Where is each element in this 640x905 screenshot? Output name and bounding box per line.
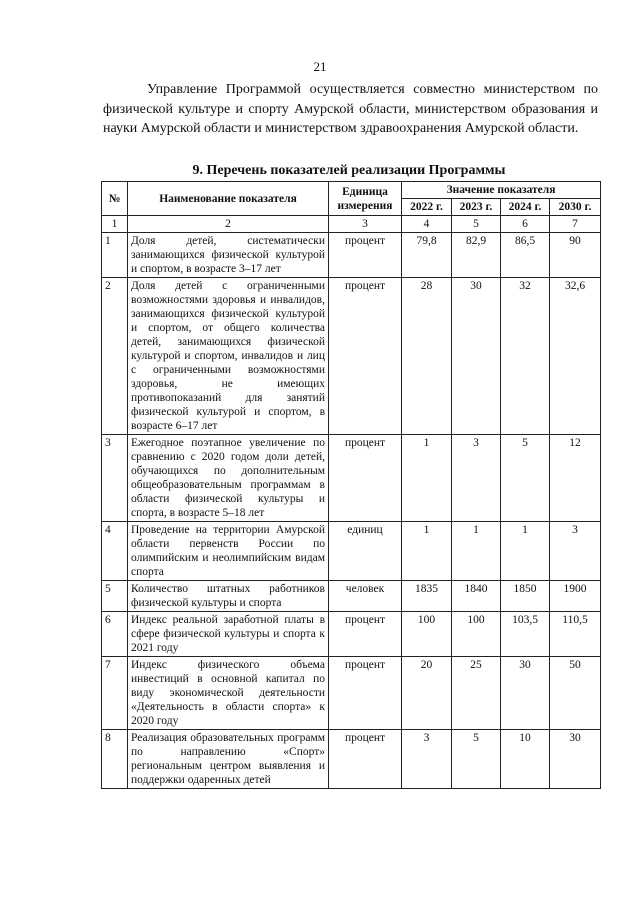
header-unit: Единица измерения <box>329 182 402 216</box>
column-number: 7 <box>550 216 601 233</box>
indicator-unit: процент <box>329 657 402 730</box>
section-title: 9. Перечень показателей реализации Программы <box>192 163 506 178</box>
header-year: 2022 г. <box>402 199 452 216</box>
column-numbers-row <box>102 216 601 233</box>
table-row <box>102 612 601 657</box>
indicator-name: Реализация образовательных программ по направлению «Спорт» региональным центром выявления и поддержки одаренных детей <box>128 730 329 789</box>
indicator-unit: процент <box>329 730 402 789</box>
value-cell: 12 <box>550 435 601 522</box>
value-cell: 1 <box>402 522 452 581</box>
value-cell: 1850 <box>501 581 550 612</box>
header-name: Наименование показателя <box>128 182 329 216</box>
header-num: № <box>102 182 128 216</box>
indicators-table <box>101 181 601 789</box>
value-cell: 30 <box>452 278 501 435</box>
value-cell: 1 <box>452 522 501 581</box>
row-number: 5 <box>102 581 128 612</box>
value-cell: 50 <box>550 657 601 730</box>
row-number: 7 <box>102 657 128 730</box>
value-cell: 30 <box>550 730 601 789</box>
value-cell: 100 <box>452 612 501 657</box>
table-row <box>102 522 601 581</box>
indicator-unit: процент <box>329 435 402 522</box>
value-cell: 25 <box>452 657 501 730</box>
column-number: 1 <box>102 216 128 233</box>
column-number: 4 <box>402 216 452 233</box>
row-number: 4 <box>102 522 128 581</box>
indicator-name: Доля детей с ограниченными возможностями здоровья и инвалидов, занимающихся физической культурой и спортом, от общего количества детей, занимающихся физической культурой и спортом, инвалидов и лиц с ограниченными возможностями здоровья, не имеющих противопоказаний для занятий физической культурой и спортом, в возрасте 6–17 лет <box>128 278 329 435</box>
value-cell: 79,8 <box>402 233 452 278</box>
table-row <box>102 233 601 278</box>
indicator-unit: единиц <box>329 522 402 581</box>
value-cell: 1900 <box>550 581 601 612</box>
page-number: 21 <box>313 59 327 74</box>
indicator-name: Ежегодное поэтапное увеличение по сравнению с 2020 годом доли детей, обучающихся по дополнительным общеобразовательным программам в области физической культуры и спорта, в возрасте 5–18 лет <box>128 435 329 522</box>
value-cell: 5 <box>501 435 550 522</box>
intro-paragraph: Управление Программой осуществляется совместно министерством по физической культуре и спорту Амурской области, министерством образования и науки Амурской области и министерством здравоохранения Амурской области. <box>103 82 598 136</box>
value-cell: 1840 <box>452 581 501 612</box>
row-number: 2 <box>102 278 128 435</box>
indicator-unit: человек <box>329 581 402 612</box>
header-values-group: Значение показателя <box>402 182 601 199</box>
header-year: 2023 г. <box>452 199 501 216</box>
value-cell: 3 <box>402 730 452 789</box>
value-cell: 100 <box>402 612 452 657</box>
header-year: 2030 г. <box>550 199 601 216</box>
value-cell: 3 <box>452 435 501 522</box>
value-cell: 20 <box>402 657 452 730</box>
column-number: 3 <box>329 216 402 233</box>
table-header-row <box>102 182 601 199</box>
value-cell: 103,5 <box>501 612 550 657</box>
row-number: 3 <box>102 435 128 522</box>
row-number: 6 <box>102 612 128 657</box>
value-cell: 5 <box>452 730 501 789</box>
value-cell: 86,5 <box>501 233 550 278</box>
table-row <box>102 278 601 435</box>
value-cell: 30 <box>501 657 550 730</box>
indicator-unit: процент <box>329 233 402 278</box>
indicator-unit: процент <box>329 612 402 657</box>
indicator-name: Индекс реальной заработной платы в сфере физической культуры и спорта к 2021 году <box>128 612 329 657</box>
indicator-name: Индекс физического объема инвестиций в основной капитал по виду экономической деятельности «Деятельность в области спорта» к 2020 году <box>128 657 329 730</box>
value-cell: 3 <box>550 522 601 581</box>
table-row <box>102 730 601 789</box>
column-number: 6 <box>501 216 550 233</box>
value-cell: 32 <box>501 278 550 435</box>
table-row <box>102 657 601 730</box>
value-cell: 110,5 <box>550 612 601 657</box>
indicator-name: Доля детей, систематически занимающихся физической культурой и спортом, в возрасте 3–17 лет <box>128 233 329 278</box>
header-year: 2024 г. <box>501 199 550 216</box>
column-number: 5 <box>452 216 501 233</box>
value-cell: 82,9 <box>452 233 501 278</box>
column-number: 2 <box>128 216 329 233</box>
value-cell: 1 <box>402 435 452 522</box>
value-cell: 1 <box>501 522 550 581</box>
value-cell: 90 <box>550 233 601 278</box>
value-cell: 28 <box>402 278 452 435</box>
indicator-unit: процент <box>329 278 402 435</box>
value-cell: 10 <box>501 730 550 789</box>
indicator-name: Проведение на территории Амурской области первенств России по олимпийским и неолимпийским видам спорта <box>128 522 329 581</box>
row-number: 1 <box>102 233 128 278</box>
indicator-name: Количество штатных работников физической культуры и спорта <box>128 581 329 612</box>
value-cell: 32,6 <box>550 278 601 435</box>
table-row <box>102 435 601 522</box>
row-number: 8 <box>102 730 128 789</box>
table-row <box>102 581 601 612</box>
value-cell: 1835 <box>402 581 452 612</box>
